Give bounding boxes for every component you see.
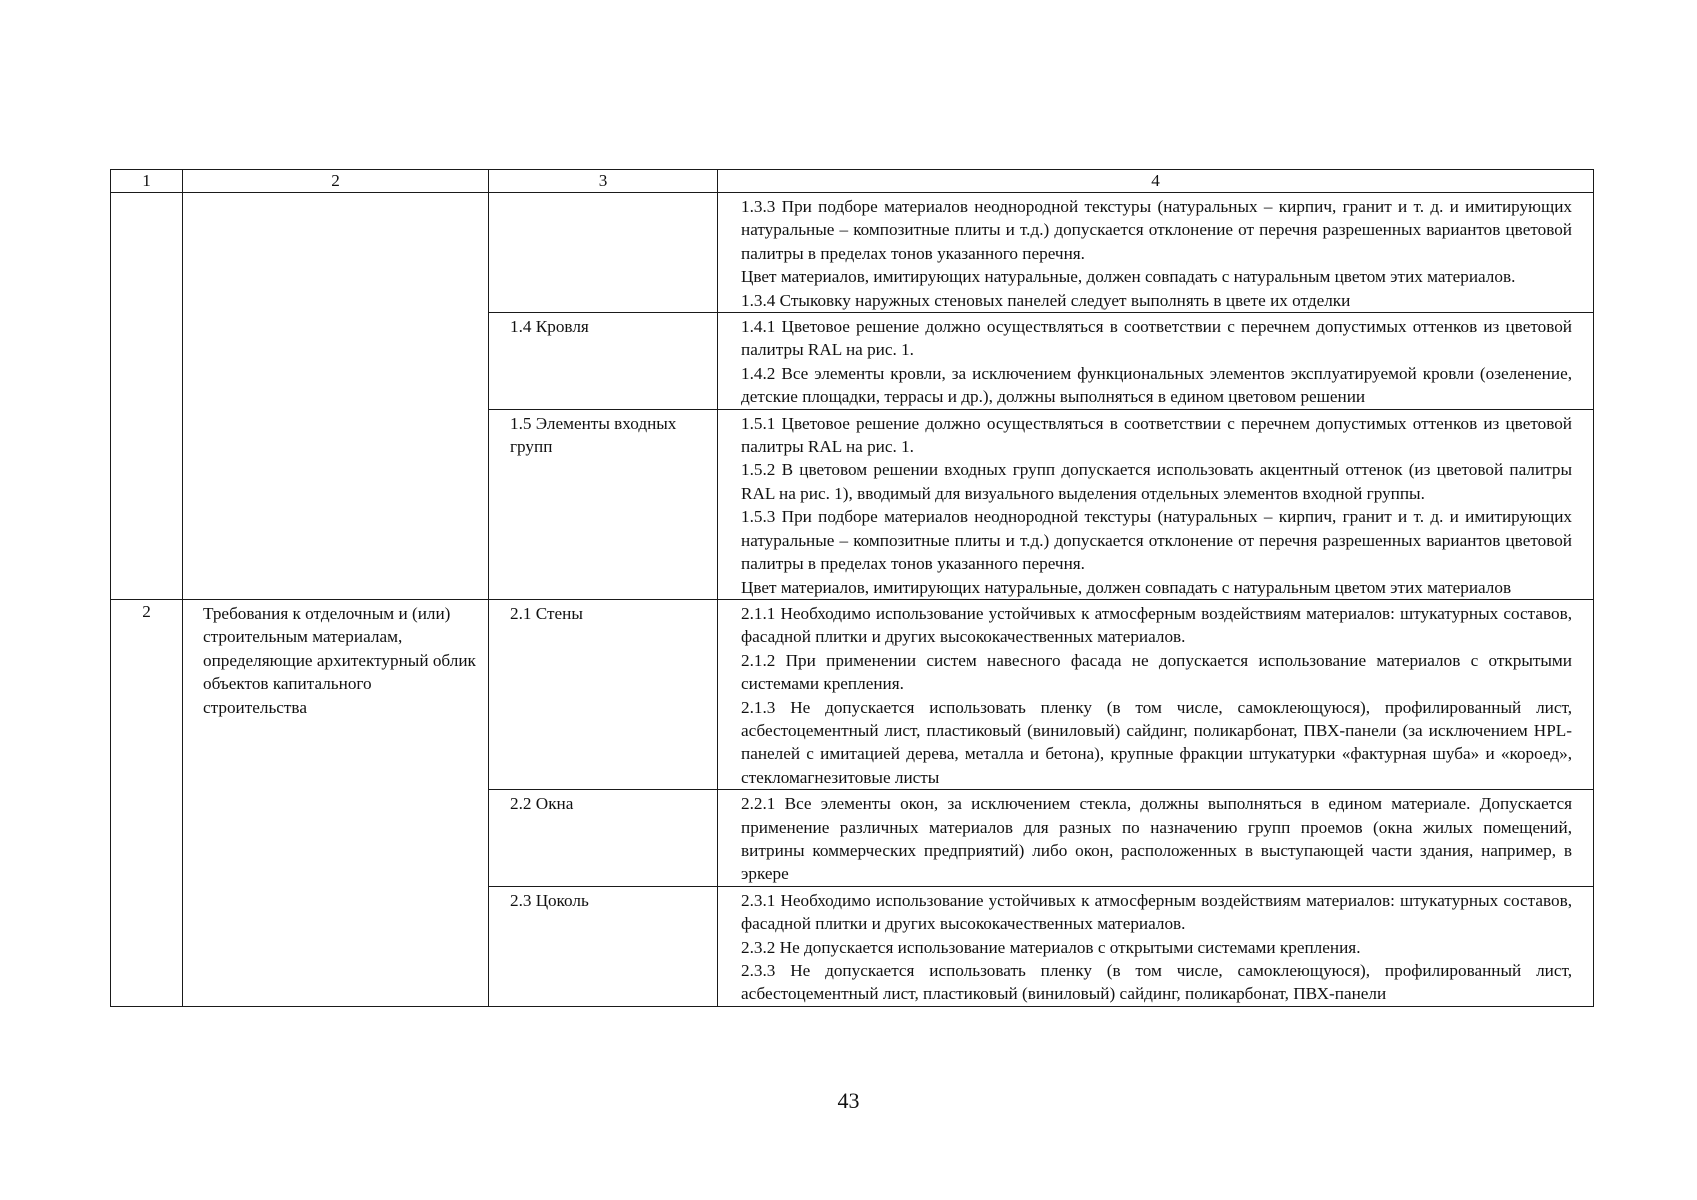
page-number: 43 xyxy=(837,1088,860,1113)
requirement-text: 2.1.3 Не допускается использовать пленку (в том числе, самоклеющуюся), профилированный лист, асбестоцементный лист, пластиковый (виниловый) сайдинг, поликарбонат, ПВХ-панели (за исключением HPL-панелей с имитацией дерева, металла и бетона), крупные фракции штукатурки «фактурная шуба» и «короед», стекломагнезитовые листы xyxy=(741,697,1572,787)
requirement-text: 2.3.3 Не допускается использовать пленку (в том числе, самоклеющуюся), профилированный лист, асбестоцементный лист, пластиковый (виниловый) сайдинг, поликарбонат, ПВХ-панели xyxy=(741,961,1572,1004)
column-number: 2 xyxy=(183,170,489,193)
requirement-text: 2.2.1 Все элементы окон, за исключением стекла, должны выполняться в едином материале. Допускается применение различных материалов для разных по назначению групп проемов (окна жилых помещений, витрины коммерческих предприятий) либо окон, расположенных в выступающей части здания, например, в эркере xyxy=(741,794,1572,884)
requirement-text: 1.4.1 Цветовое решение должно осуществляться в соответствии с перечнем допустимых оттенков из цветовой палитры RAL на рис. 1. xyxy=(741,317,1572,360)
requirement-text: 1.3.3 При подборе материалов неоднородной текстуры (натуральных – кирпич, гранит и т. д. и имитирующих натуральные – композитные плиты и т.д.) допускается отклонение от перечня разрешенных вариантов цветовой палитры в пределах тонов указанного перечня. xyxy=(741,197,1572,263)
requirement-text: 2.1.2 При применении систем навесного фасада не допускается использование материалов с открытыми системами крепления. xyxy=(741,650,1572,694)
requirement-text: Цвет материалов, имитирующих натуральные, должен совпадать с натуральным цветом этих материалов. xyxy=(741,267,1516,287)
requirement-cell xyxy=(718,193,1594,313)
column-number: 4 xyxy=(718,170,1594,193)
column-number: 1 xyxy=(111,170,183,193)
requirement-cell xyxy=(718,599,1594,789)
requirement-text: 1.4.2 Все элементы кровли, за исключением функциональных элементов эксплуатируемой кровли (озеленение, детские площадки, террасы и др.), должны выполняться в едином цветовом решении xyxy=(741,363,1572,407)
table-row xyxy=(111,599,1594,789)
requirement-text: Цвет материалов, имитирующих натуральные, должен совпадать с натуральным цветом этих материалов xyxy=(741,577,1512,597)
requirement-cell xyxy=(718,790,1594,887)
requirement-cell xyxy=(718,409,1594,599)
section-title-cell: Требования к отделочным и (или) строительным материалам, определяющие архитектурный облик объектов капитального строительства xyxy=(183,599,489,1006)
requirement-text: 1.5.3 При подборе материалов неоднородной текстуры (натуральных – кирпич, гранит и т. д. и имитирующих натуральные – композитные плиты и т.д.) допускается отклонение от перечня разрешенных вариантов цветовой палитры в пределах тонов указанного перечня. xyxy=(741,507,1572,574)
requirement-cell xyxy=(718,886,1594,1006)
table-row xyxy=(111,193,1594,313)
requirement-text: 2.3.2 Не допускается использование материалов с открытыми системами крепления. xyxy=(741,937,1361,957)
requirement-text: 2.1.1 Необходимо использование устойчивых к атмосферным воздействиям материалов: штукатурных составов, фасадной плитки и других высококачественных материалов. xyxy=(741,603,1572,647)
requirements-table xyxy=(110,169,1594,1007)
requirement-text: 1.3.4 Стыковку наружных стеновых панелей следует выполнять в цвете их отделки xyxy=(741,290,1351,310)
requirement-text: 1.5.1 Цветовое решение должно осуществляться в соответствии с перечнем допустимых оттенков из цветовой палитры RAL на рис. 1. xyxy=(741,413,1572,457)
requirement-cell xyxy=(718,313,1594,410)
requirement-text: 2.3.1 Необходимо использование устойчивых к атмосферным воздействиям материалов: штукатурных составов, фасадной плитки и других высококачественных материалов. xyxy=(741,890,1572,934)
section-title-cell xyxy=(183,193,489,600)
column-number-row xyxy=(111,170,1594,193)
element-cell xyxy=(489,193,718,313)
element-cell: 1.4 Кровля xyxy=(489,313,718,410)
element-cell: 1.5 Элементы входных групп xyxy=(489,409,718,599)
element-cell: 2.2 Окна xyxy=(489,790,718,887)
requirement-text: 1.5.2 В цветовом решении входных групп допускается использовать акцентный оттенок (из цветовой палитры RAL на рис. 1), вводимый для визуального выделения отдельных элементов входной группы. xyxy=(741,460,1572,503)
section-number-cell: 2 xyxy=(111,599,183,1006)
column-number: 3 xyxy=(489,170,718,193)
section-number-cell xyxy=(111,193,183,600)
element-cell: 2.3 Цоколь xyxy=(489,886,718,1006)
element-cell: 2.1 Стены xyxy=(489,599,718,789)
